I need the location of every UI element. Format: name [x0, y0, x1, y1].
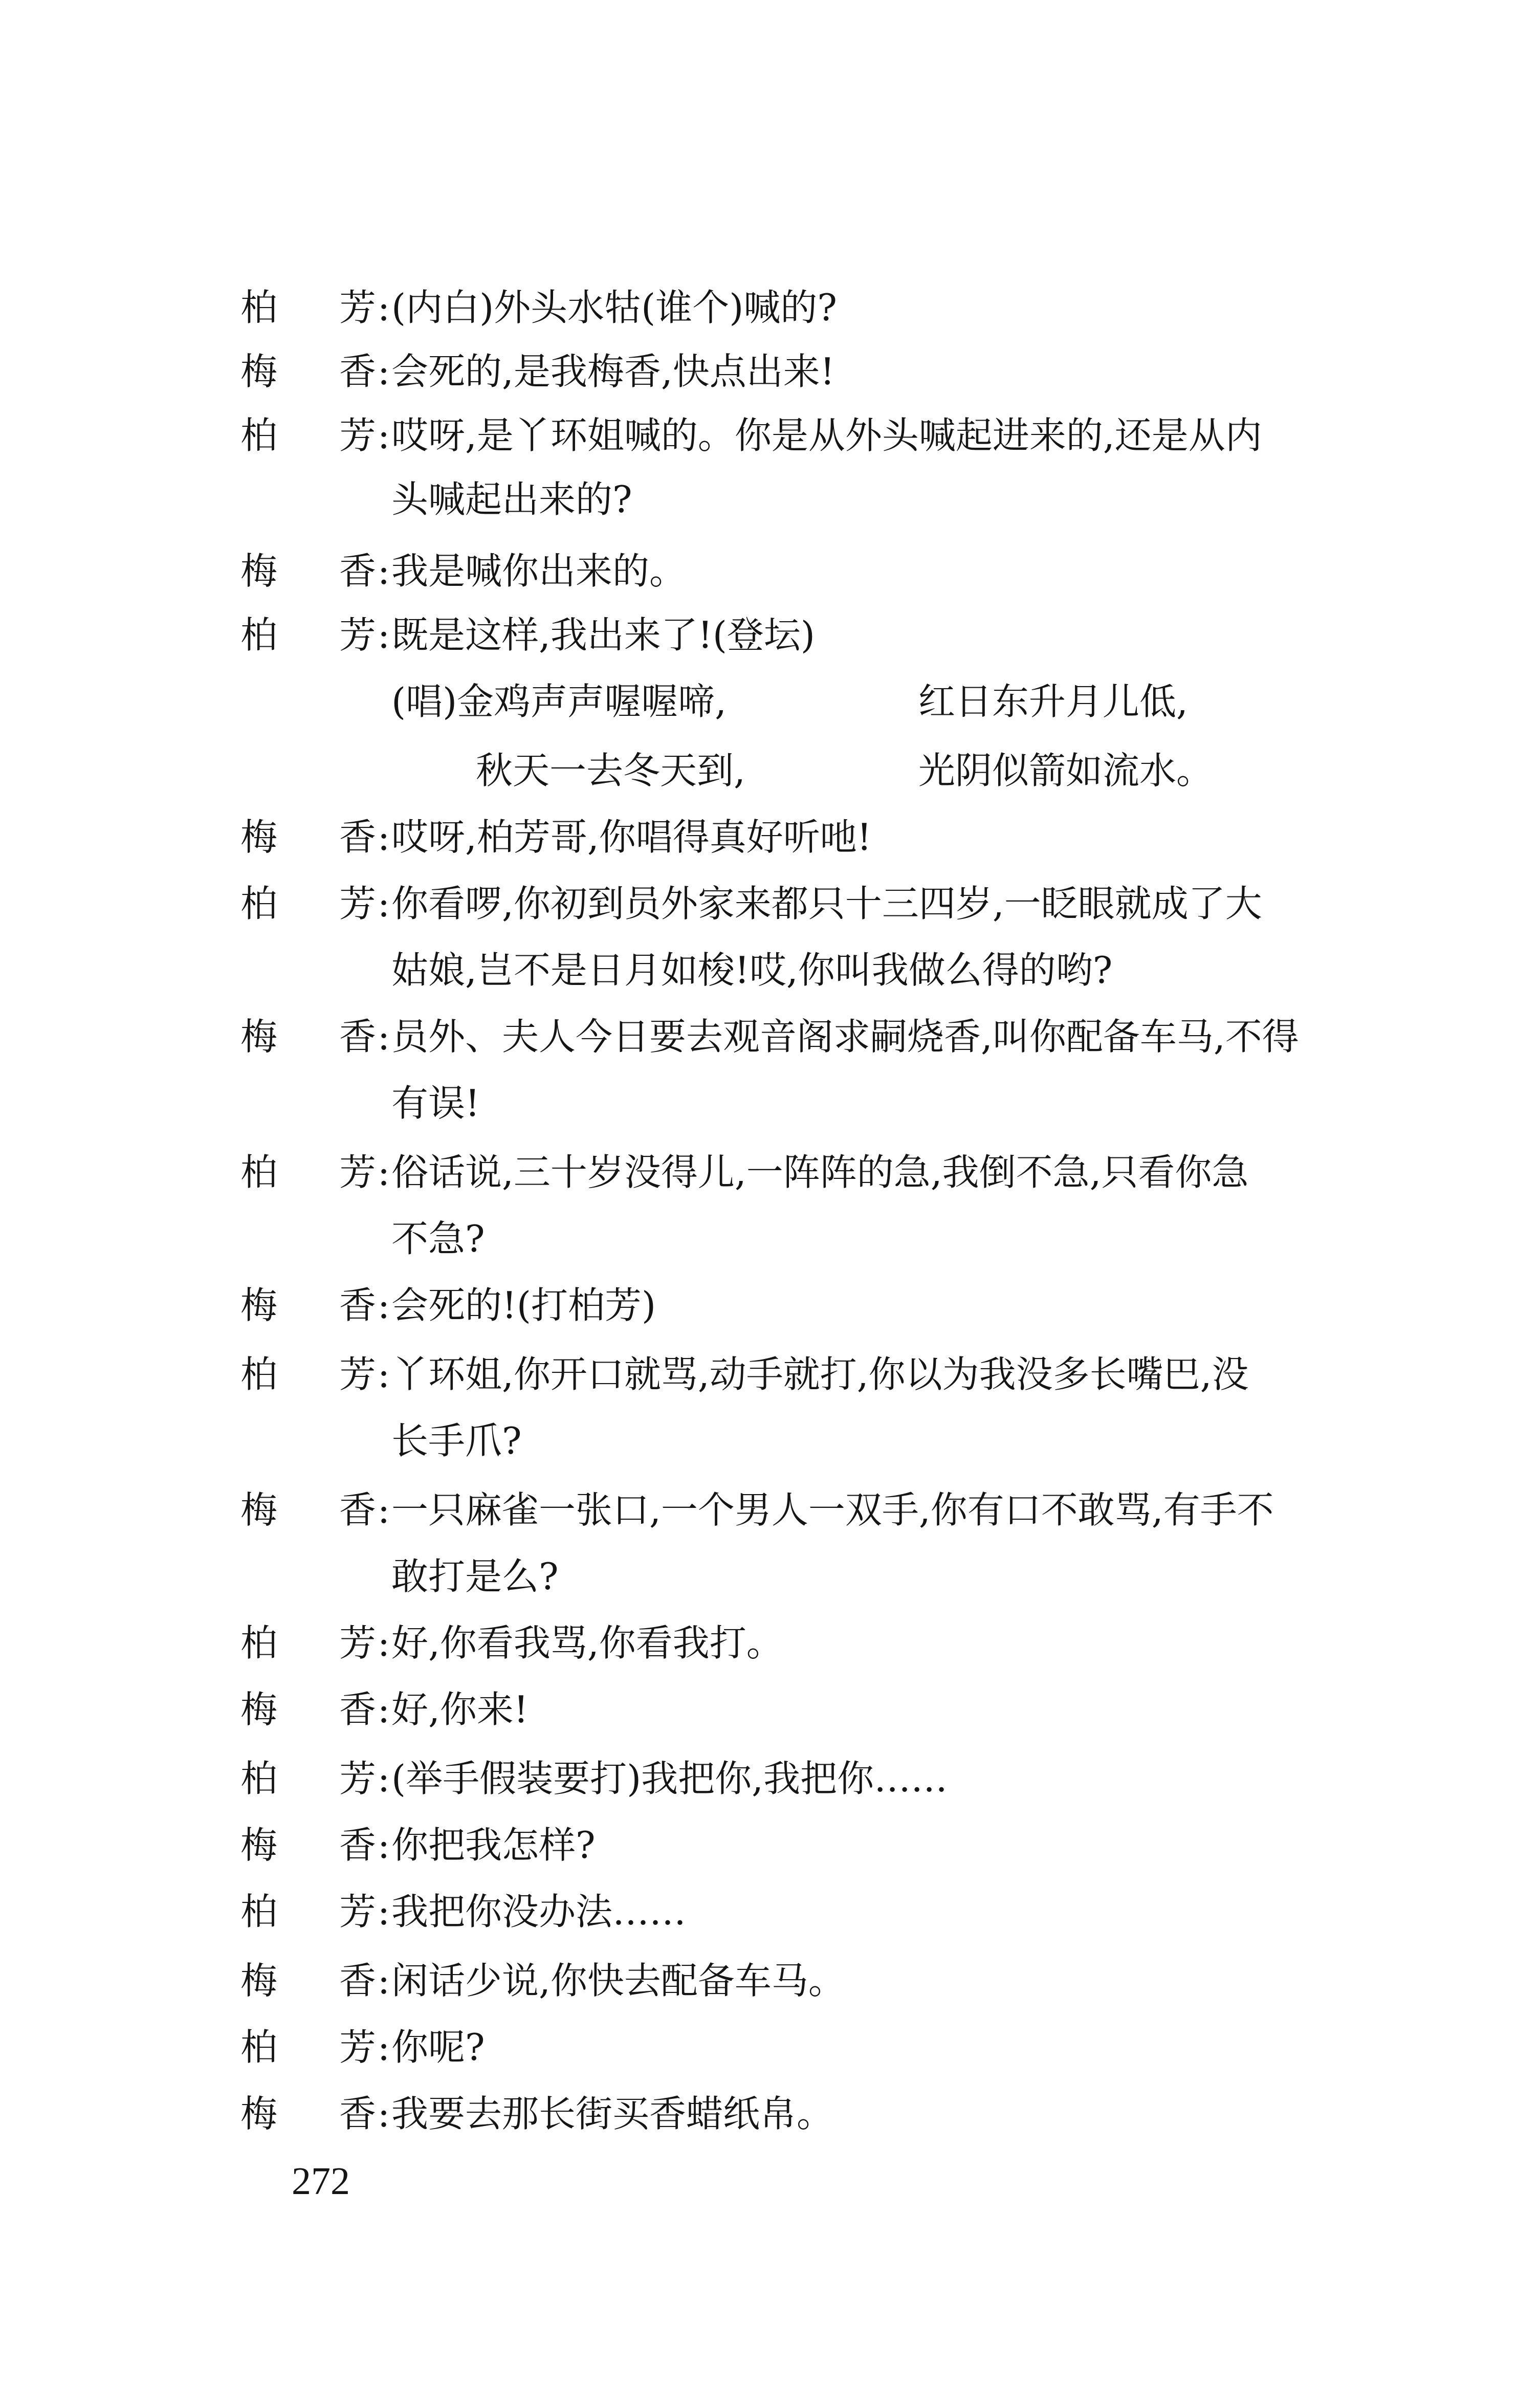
dialogue-text: 俗话说,三十岁没得儿,一阵阵的急,我倒不急,只看你急	[391, 1151, 1249, 1194]
dialogue-continuation: 有误!	[391, 1082, 480, 1125]
dialogue-continuation: 头喊起出来的?	[391, 478, 632, 521]
speaker-name: 梅香	[240, 1015, 376, 1058]
dialogue-line-5: 柏芳:既是这样,我出来了!(登坛)	[240, 613, 816, 656]
speaker-name: 梅香	[240, 1488, 376, 1531]
dialogue-text: 你呢?	[391, 2026, 485, 2069]
dialogue-text: 会死的!(打柏芳)	[391, 1284, 656, 1327]
dialogue-text: (内白)外头水牯(谁个)喊的?	[391, 286, 837, 329]
dialogue-continuation: 姑娘,岂不是日月如梭!哎,你叫我做么得的哟?	[391, 949, 1113, 992]
dialogue-line-4: 梅香:我是喊你出来的。	[240, 550, 687, 593]
dialogue-text: 哎呀,柏芳哥,你唱得真好听吔!	[391, 816, 872, 859]
speaker-name: 梅香	[240, 1824, 376, 1867]
speaker-name: 梅香	[240, 1959, 376, 2002]
speaker-name: 柏芳	[240, 1621, 376, 1664]
dialogue-text: 好,你来!	[391, 1688, 529, 1731]
speaker-name: 梅香	[240, 816, 376, 859]
speaker-name: 柏芳	[240, 1757, 376, 1800]
dialogue-line-9: 柏芳:俗话说,三十岁没得儿,一阵阵的急,我倒不急,只看你急	[240, 1151, 1249, 1194]
speaker-name: 柏芳	[240, 2026, 376, 2069]
dialogue-line-18: 梅香:闲话少说,你快去配备车马。	[240, 1959, 845, 2002]
speaker-name: 梅香	[240, 350, 376, 393]
dialogue-line-20: 梅香:我要去那长街买香蜡纸帛。	[240, 2092, 834, 2135]
speaker-name: 梅香	[240, 2092, 376, 2135]
dialogue-line-13: 柏芳:好,你看我骂,你看我打。	[240, 1621, 783, 1664]
dialogue-text: 我是喊你出来的。	[391, 550, 687, 593]
speaker-name: 柏芳	[240, 1353, 376, 1396]
dialogue-line-2: 梅香:会死的,是我梅香,快点出来!	[240, 350, 835, 393]
dialogue-text: 你把我怎样?	[391, 1824, 596, 1867]
dialogue-text: 员外、夫人今日要去观音阁求嗣烧香,叫你配备车马,不得	[391, 1015, 1299, 1058]
dialogue-line-19: 柏芳:你呢?	[240, 2026, 485, 2069]
dialogue-line-16: 梅香:你把我怎样?	[240, 1824, 596, 1867]
song-line-1-right: 红日东升月儿低,	[918, 680, 1188, 723]
dialogue-text: 丫环姐,你开口就骂,动手就打,你以为我没多长嘴巴,没	[391, 1353, 1249, 1396]
song-line-2-right: 光阴似箭如流水。	[918, 749, 1214, 792]
song-line-1-left: (唱)金鸡声声喔喔啼,	[391, 680, 727, 723]
dialogue-line-1: 柏芳:(内白)外头水牯(谁个)喊的?	[240, 286, 837, 329]
dialogue-text: 哎呀,是丫环姐喊的。你是从外头喊起进来的,还是从内	[391, 414, 1262, 457]
dialogue-line-12: 梅香:一只麻雀一张口,一个男人一双手,你有口不敢骂,有手不	[240, 1488, 1274, 1531]
page-number: 272	[292, 2160, 350, 2203]
dialogue-line-17: 柏芳:我把你没办法……	[240, 1890, 687, 1933]
dialogue-text: (举手假装要打)我把你,我把你……	[391, 1757, 948, 1800]
speaker-name: 梅香	[240, 1284, 376, 1327]
dialogue-text: 会死的,是我梅香,快点出来!	[391, 350, 835, 393]
dialogue-text: 你看啰,你初到员外家来都只十三四岁,一眨眼就成了大	[391, 882, 1262, 925]
dialogue-text: 好,你看我骂,你看我打。	[391, 1621, 783, 1664]
speaker-name: 梅香	[240, 550, 376, 593]
dialogue-text: 一只麻雀一张口,一个男人一双手,你有口不敢骂,有手不	[391, 1488, 1274, 1531]
dialogue-continuation: 敢打是么?	[391, 1555, 559, 1598]
speaker-name: 梅香	[240, 1688, 376, 1731]
dialogue-line-3: 柏芳:哎呀,是丫环姐喊的。你是从外头喊起进来的,还是从内	[240, 414, 1262, 457]
dialogue-text: 闲话少说,你快去配备车马。	[391, 1959, 845, 2002]
dialogue-line-14: 梅香:好,你来!	[240, 1688, 529, 1731]
dialogue-line-8: 梅香:员外、夫人今日要去观音阁求嗣烧香,叫你配备车马,不得	[240, 1015, 1299, 1058]
song-line-2-left: 秋天一去冬天到,	[476, 749, 745, 792]
dialogue-continuation: 长手爪?	[391, 1419, 522, 1462]
speaker-name: 柏芳	[240, 1890, 376, 1933]
dialogue-line-11: 柏芳:丫环姐,你开口就骂,动手就打,你以为我没多长嘴巴,没	[240, 1353, 1249, 1396]
dialogue-line-7: 柏芳:你看啰,你初到员外家来都只十三四岁,一眨眼就成了大	[240, 882, 1262, 925]
dialogue-text: 我要去那长街买香蜡纸帛。	[391, 2092, 834, 2135]
dialogue-text: 我把你没办法……	[391, 1890, 687, 1933]
dialogue-continuation: 不急?	[391, 1217, 485, 1260]
speaker-name: 柏芳	[240, 882, 376, 925]
speaker-name: 柏芳	[240, 414, 376, 457]
dialogue-line-6: 梅香:哎呀,柏芳哥,你唱得真好听吔!	[240, 816, 872, 859]
dialogue-text: 既是这样,我出来了!(登坛)	[391, 613, 816, 656]
speaker-name: 柏芳	[240, 1151, 376, 1194]
speaker-name: 柏芳	[240, 613, 376, 656]
dialogue-line-15: 柏芳:(举手假装要打)我把你,我把你……	[240, 1757, 948, 1800]
speaker-name: 柏芳	[240, 286, 376, 329]
dialogue-line-10: 梅香:会死的!(打柏芳)	[240, 1284, 656, 1327]
